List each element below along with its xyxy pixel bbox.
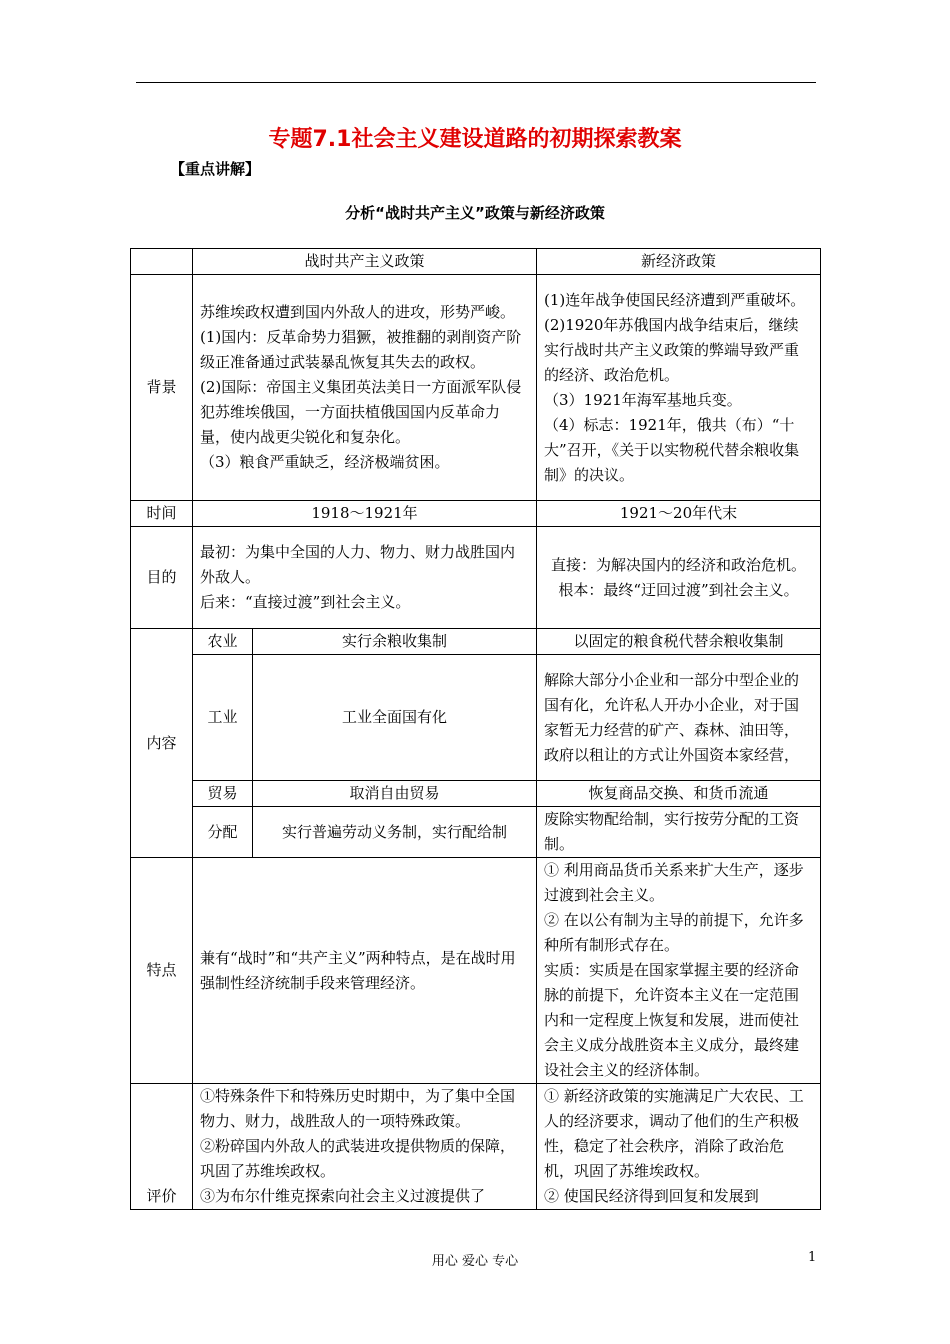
page-number: 1 [808, 1250, 817, 1265]
background-war-line: (1)国内：反革命势力猖獗，被推翻的剥削资产阶级正准备通过武装暴乱恢复其失去的政权。 [200, 328, 522, 371]
goal-nep-line: 直接：为解决国内的经济和政治危机。 [551, 555, 807, 574]
background-nep-cell [537, 275, 821, 501]
sector-label: 分配 [193, 807, 253, 858]
comparison-table [130, 248, 821, 1210]
row-label-time: 时间 [131, 501, 193, 527]
evaluation-war-line: ②粉碎国内外敌人的武装进攻提供物质的保障，巩固了苏维埃政权。 [200, 1137, 516, 1180]
goal-war-line: 最初：为集中全国的人力、物力、财力战胜国内外敌人。 [200, 543, 516, 586]
evaluation-war-line: ①特殊条件下和特殊历史时期中，为了集中全国物力、财力，战胜敌人的一项特殊政策。 [200, 1087, 516, 1130]
background-nep-line: (1)连年战争使国民经济遭到严重破坏。 [544, 290, 806, 309]
content-war-cell: 取消自由贸易 [253, 781, 537, 807]
sector-label: 农业 [193, 629, 253, 655]
features-nep-line: ① 利用商品货币关系来扩大生产，逐步过渡到社会主义。 [544, 861, 804, 904]
goal-nep-cell [537, 527, 821, 629]
features-war-cell: 兼有“战时”和“共产主义”两种特点，是在战时用强制性经济统制手段来管理经济。 [193, 858, 537, 1084]
content-nep-cell: 废除实物配给制，实行按劳分配的工资制。 [537, 807, 821, 858]
section-heading: 【重点讲解】 [170, 160, 261, 178]
header-row [131, 249, 821, 275]
header-rule [136, 82, 816, 83]
time-nep-cell: 1921～20年代末 [537, 501, 821, 527]
content-nep-cell: 解除大部分小企业和一部分中型企业的国有化，允许私人开办小企业，对于国家暂无力经营的矿产、森林、油田等，政府以租让的方式让外国资本家经营， [537, 655, 821, 781]
content-row-industry [131, 655, 821, 781]
sector-label: 工业 [193, 655, 253, 781]
background-nep-line: （3）1921年海军基地兵变。 [544, 390, 742, 409]
row-label-content: 内容 [131, 629, 193, 858]
background-war-line: 苏维埃政权遭到国内外敌人的进攻，形势严峻。 [200, 303, 516, 321]
footer-motto: 用心 爱心 专心 [431, 1254, 519, 1269]
row-label-evaluation: 评价 [131, 1084, 193, 1210]
content-nep-cell: 恢复商品交换、和货币流通 [537, 781, 821, 807]
goal-war-cell [193, 527, 537, 629]
background-war-cell [193, 275, 537, 501]
row-label-features: 特点 [131, 858, 193, 1084]
corner-cell [131, 249, 193, 275]
background-war-line: （3）粮食严重缺乏，经济极端贫困。 [200, 453, 450, 471]
sector-label: 贸易 [193, 781, 253, 807]
evaluation-nep-line: ① 新经济政策的实施满足广大农民、工人的经济要求，调动了他们的生产积极性，稳定了社会秩序，消除了政治危机，巩固了苏维埃政权。 [544, 1087, 804, 1180]
time-row [131, 501, 821, 527]
background-war-line: (2)国际：帝国主义集团英法美日一方面派军队侵犯苏维埃俄国，一方面扶植俄国国内反革命力量，使内战更尖锐化和复杂化。 [200, 378, 522, 446]
features-nep-cell [537, 858, 821, 1084]
evaluation-war-cell [193, 1084, 537, 1210]
background-nep-line: (2)1920年苏俄国内战争结束后，继续实行战时共产主义政策的弊端导致严重的经济、政治危机。 [544, 315, 800, 384]
evaluation-row [131, 1084, 821, 1210]
content-war-cell: 实行余粮收集制 [253, 629, 537, 655]
content-nep-cell: 以固定的粮食税代替余粮收集制 [537, 629, 821, 655]
col-header-nep: 新经济政策 [537, 249, 821, 275]
goal-row [131, 527, 821, 629]
row-label-goal: 目的 [131, 527, 193, 629]
features-nep-line: 实质：实质是在国家掌握主要的经济命脉的前提下，允许资本主义在一定范围内和一定程度上恢复和发展，进而使社会主义成分战胜资本主义成分，最终建设社会主义的经济体制。 [544, 961, 800, 1079]
features-nep-line: ② 在以公有制为主导的前提下，允许多种所有制形式存在。 [544, 911, 804, 954]
background-row [131, 275, 821, 501]
evaluation-war-line: ③为布尔什维克探索向社会主义过渡提供了 [200, 1187, 486, 1205]
evaluation-nep-line: ② 使国民经济得到回复和发展到 [544, 1187, 759, 1205]
content-row-trade [131, 781, 821, 807]
content-row-agriculture [131, 629, 821, 655]
goal-nep-line: 根本：最终“迂回过渡”到社会主义。 [558, 580, 799, 599]
content-war-cell: 工业全面国有化 [253, 655, 537, 781]
table-caption: 分析“战时共产主义”政策与新经济政策 [345, 204, 605, 222]
evaluation-nep-cell [537, 1084, 821, 1210]
document-title: 专题7.1社会主义建设道路的初期探索教案 [268, 127, 682, 152]
row-label-background: 背景 [131, 275, 193, 501]
goal-war-line: 后来：“直接过渡”到社会主义。 [200, 593, 411, 611]
features-row [131, 858, 821, 1084]
content-war-cell: 实行普遍劳动义务制，实行配给制 [253, 807, 537, 858]
time-war-cell: 1918～1921年 [193, 501, 537, 527]
content-row-distribution [131, 807, 821, 858]
background-nep-line: （4）标志：1921年，俄共（布）“十大”召开，《关于以实物税代替余粮收集制》的决议。 [544, 415, 800, 484]
col-header-war-communism: 战时共产主义政策 [193, 249, 537, 275]
